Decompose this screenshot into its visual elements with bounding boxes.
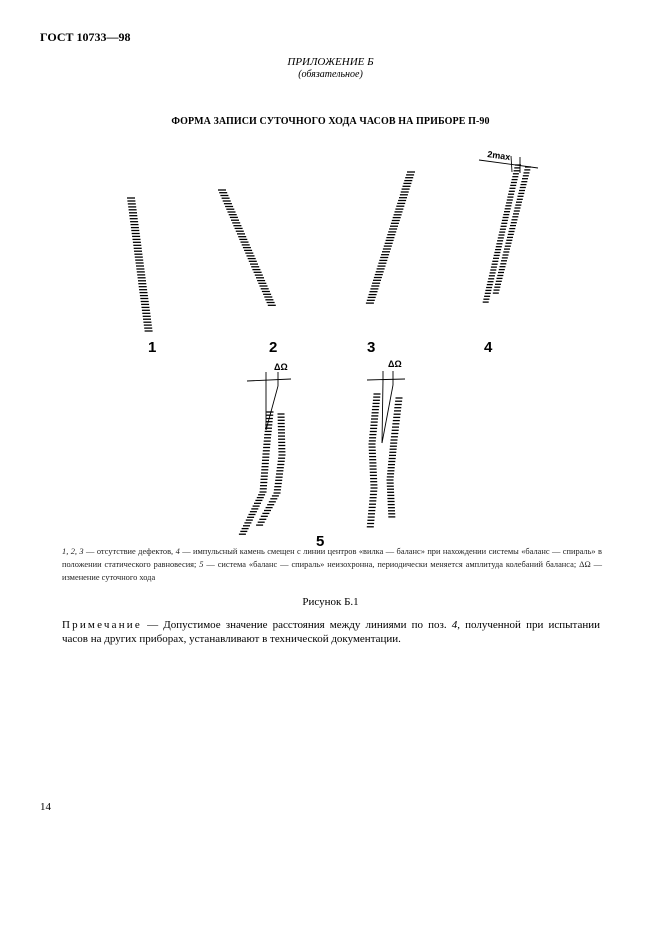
appendix-title: ПРИЛОЖЕНИЕ Б (287, 56, 374, 68)
figure-title: Рисунок Б.1 (302, 596, 359, 608)
note: Примечание — Допустимое значение расстояния между линиями по поз. 4, полученной при испытании часов на других приборах, устанавливают в технической документации. (62, 619, 600, 645)
delta-omega-label-a: ΔΩ (274, 362, 288, 372)
delta-omega-label-b: ΔΩ (388, 359, 402, 369)
figure-label-4: 4 (484, 339, 493, 356)
dimension-2max: 2max (486, 149, 511, 163)
appendix-note: (обязательное) (298, 69, 363, 80)
figure-label-1: 1 (148, 339, 157, 356)
note-label: Примечание (62, 619, 142, 631)
figure-label-3: 3 (367, 339, 376, 356)
trace-5a-right (256, 414, 285, 525)
figure-label-5: 5 (316, 533, 325, 550)
trace-5a-left (239, 412, 274, 534)
trace-1 (127, 198, 153, 331)
document-code: ГОСТ 10733—98 (40, 30, 131, 44)
figure-caption: 1, 2, 3 — отсутствие дефектов, 4 — импульсный камень смещен с линии центров «вилка — баланс» при нахождении системы «баланс — спираль» в положении статического равновесия; 5 — система «баланс — спираль» неизохронна, периодически меняется амплитуда колебаний баланса; ΔΩ — изменение суточного хода (62, 547, 602, 582)
figure-label-2: 2 (269, 339, 278, 356)
trace-5b-right (387, 398, 403, 517)
trace-4a (483, 165, 521, 302)
section-title: ФОРМА ЗАПИСИ СУТОЧНОГО ХОДА ЧАСОВ НА ПРИБОРЕ П-90 (171, 116, 490, 127)
trace-5b-left (367, 394, 381, 527)
page-number: 14 (40, 801, 51, 813)
trace-3 (366, 172, 415, 303)
trace-2 (218, 190, 276, 305)
